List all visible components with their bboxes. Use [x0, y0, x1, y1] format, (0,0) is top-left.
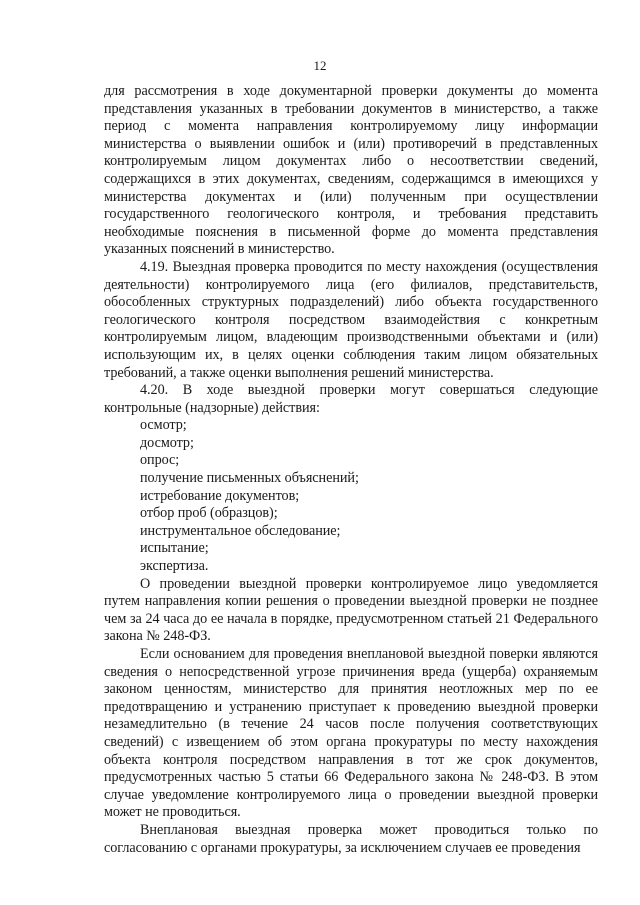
paragraph-continuation: для рассмотрения в ходе документарной проверки документы до момента представления указанных в требовании документов в министерство, а также период с момента направления контролируемому лицу информации министерства о выявлении ошибок и (или) противоречий в представленных контролируемым лицом документах либо о несоответствии сведений, содержащихся в этих документах, сведениям, содержащимся в имеющихся у министерства документах и (или) полученным при осуществлении государственного геологического контроля, и требования представить необходимые пояснения в письменной форме до момента представления указанных пояснений в министерство.: [104, 83, 598, 258]
list-item: осмотр;: [140, 417, 187, 434]
document-body: [104, 83, 598, 857]
list-item: отбор проб (образцов);: [140, 505, 278, 522]
list-item: досмотр;: [140, 434, 194, 451]
paragraph-prosecutor-agreement: Внеплановая выездная проверка может проводиться только по согласованию с органами прокуратуры, за исключением случаев ее проведения: [104, 821, 598, 856]
list-item: опрос;: [140, 452, 180, 469]
list-item: получение письменных объяснений;: [140, 470, 359, 487]
list-item: экспертиза.: [140, 558, 209, 575]
page-number: 12: [313, 58, 327, 73]
list-item: испытание;: [140, 540, 209, 557]
paragraph-4-19: 4.19. Выездная проверка проводится по месту нахождения (осуществления деятельности) контролируемого лица (его филиалов, представительств, обособленных структурных подразделений) либо объекта государственного геологического контроля посредством взаимодействия с конкретным контролируемым лицом, владеющим производственными объектами и (или) использующим их, в целях оценки соблюдения таким лицом обязательных требований, а также оценки выполнения решений министерства.: [104, 258, 598, 381]
paragraph-unscheduled-inspection: Если основанием для проведения внеплановой выездной поверки являются сведения о непосредственной угрозе причинения вреда (ущерба) охраняемым законом ценностям, министерство для принятия неотложных мер по ее предотвращению и устранению приступает к проведению выездной проверки незамедлительно (в течение 24 часов после получения соответствующих сведений) с извещением об этом органа прокуратуры по месту нахождения объекта контроля посредством направления в тот же срок документов, предусмотренных частью 5 статьи 66 Федерального закона № 248-ФЗ. В этом случае уведомление контролируемого лица о проведении выездной проверки может не проводиться.: [104, 646, 598, 821]
paragraph-4-20: 4.20. В ходе выездной проверки могут совершаться следующие контрольные (надзорные) действия:: [104, 382, 598, 416]
paragraph-notification: О проведении выездной проверки контролируемое лицо уведомляется путем направления копии решения о проведении выездной проверки не позднее чем за 24 часа до ее начала в порядке, предусмотренном статьей 21 Федерального закона № 248-ФЗ.: [104, 575, 598, 645]
list-item: инструментальное обследование;: [140, 522, 341, 539]
control-actions-list: [104, 417, 598, 575]
list-item: истребование документов;: [140, 487, 300, 504]
